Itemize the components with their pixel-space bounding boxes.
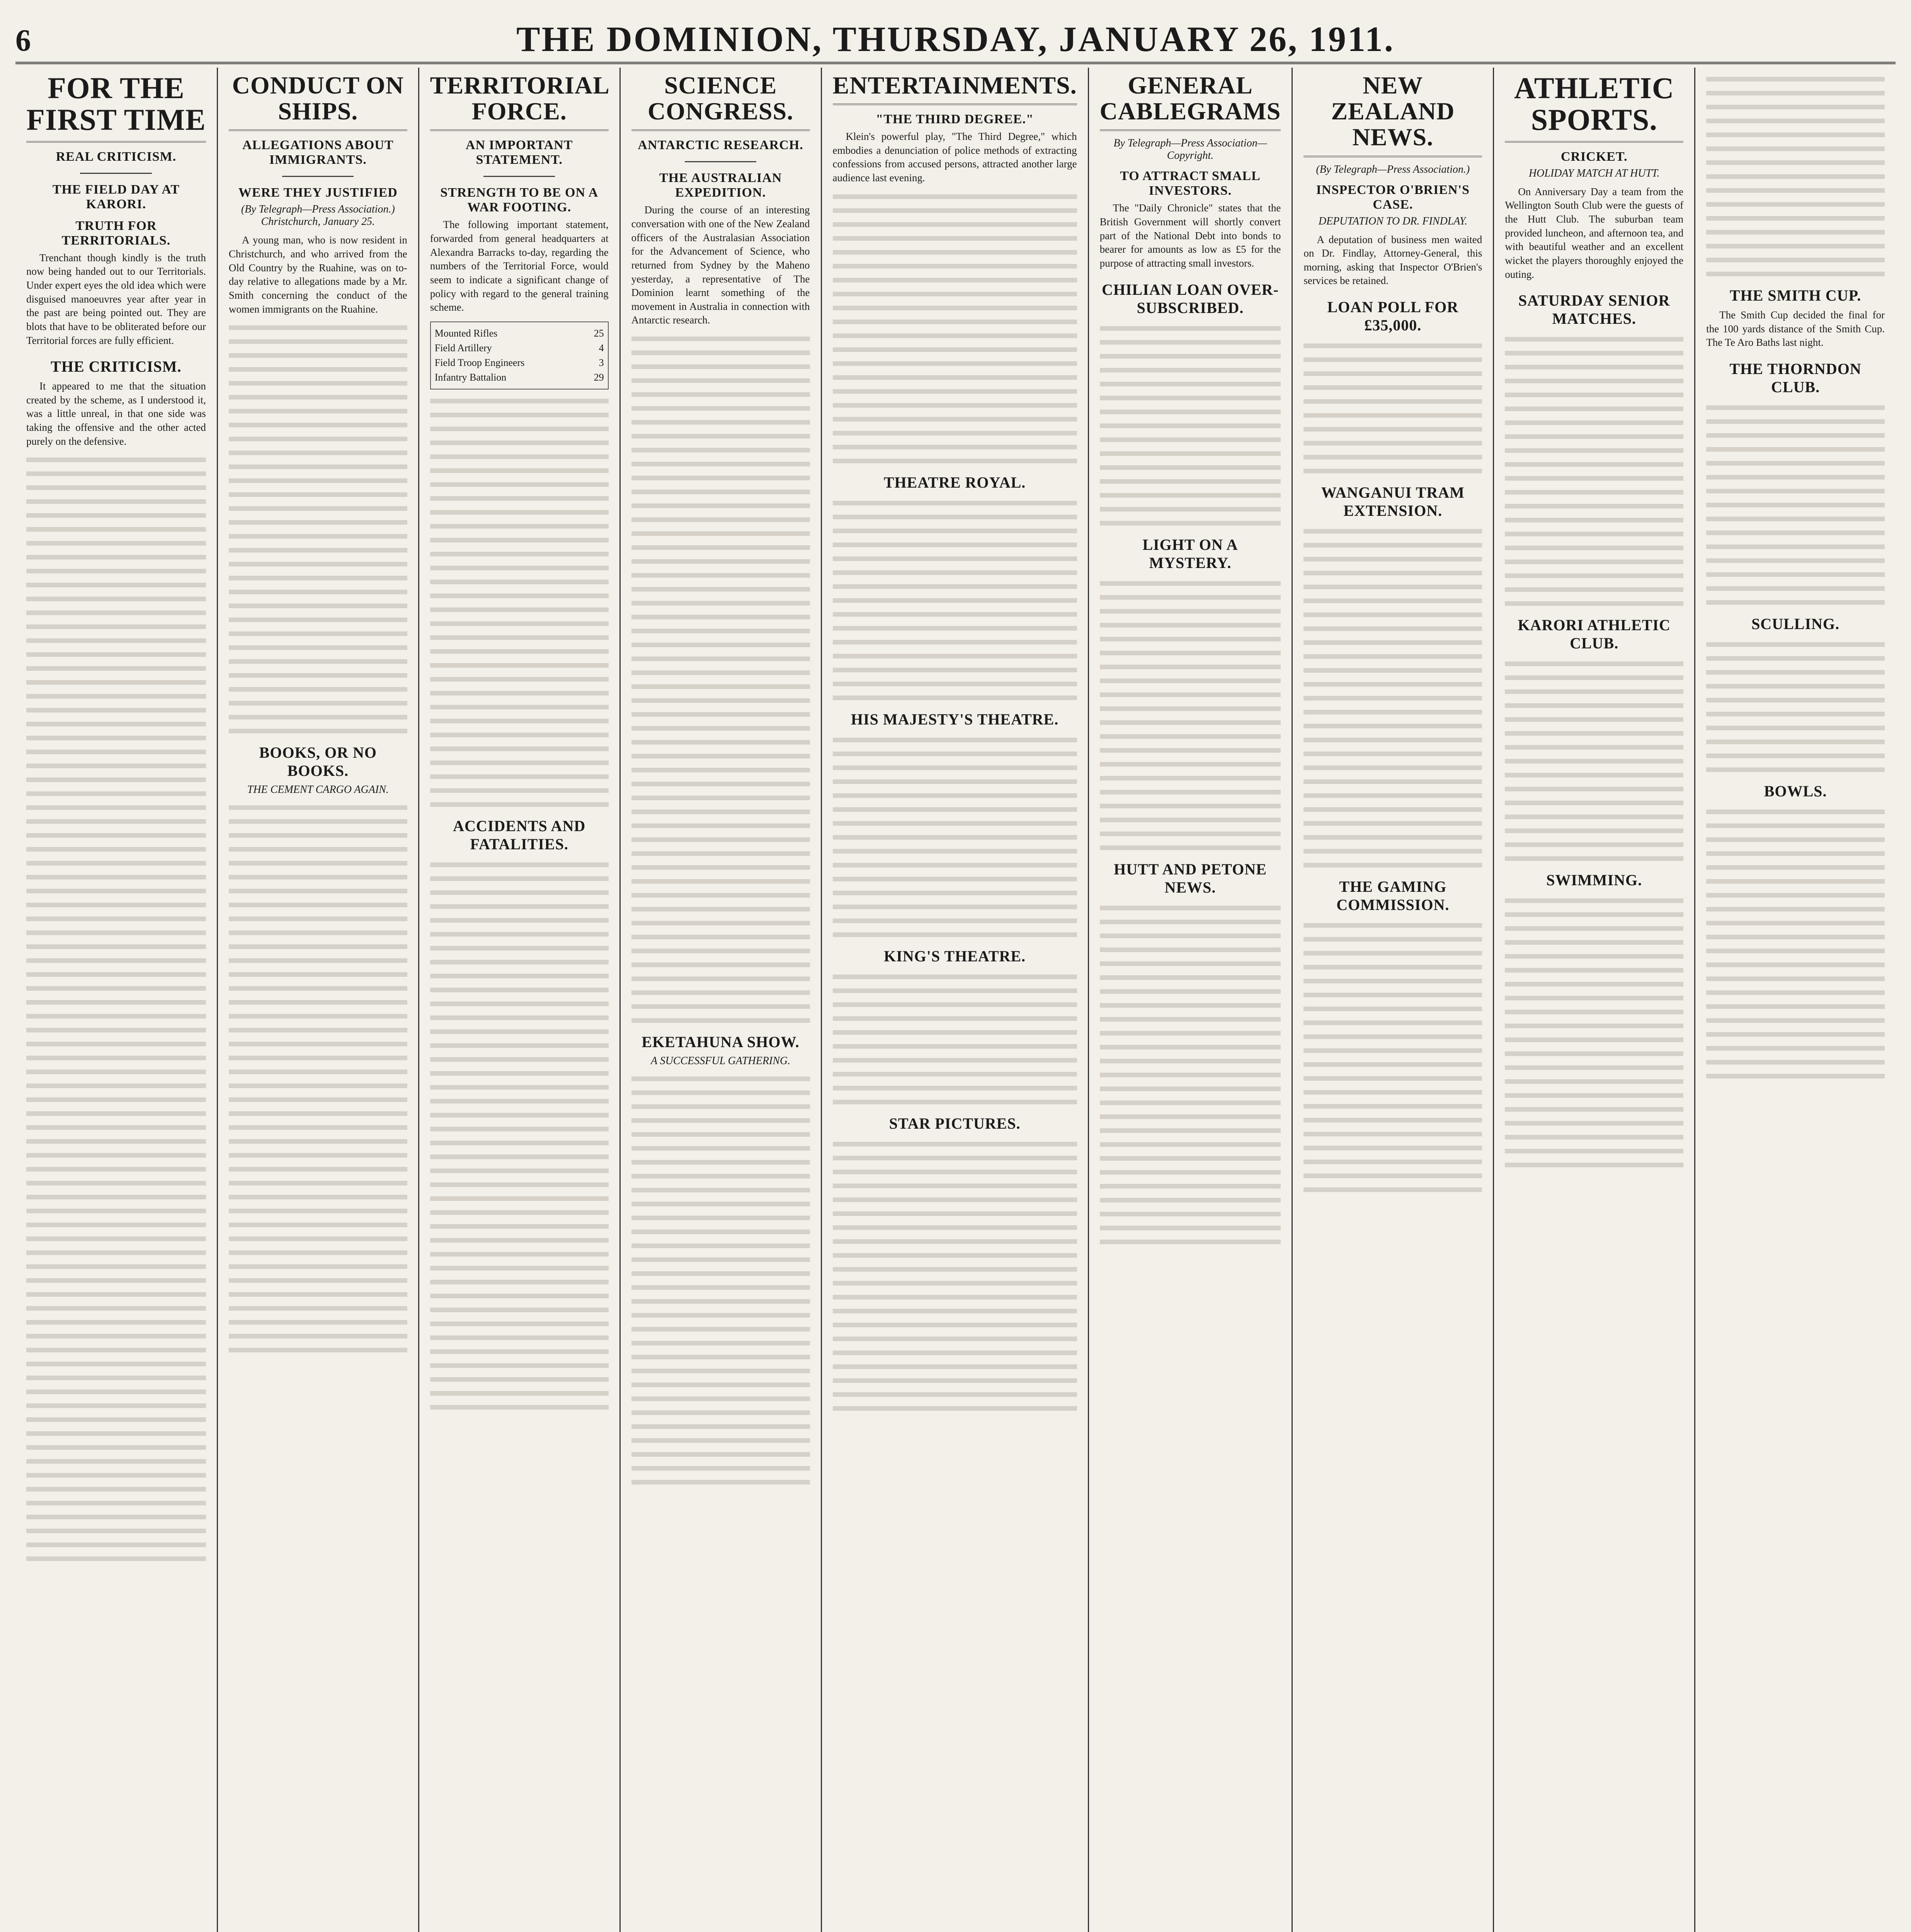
subheading: CRICKET.	[1560, 149, 1628, 164]
section-heading: THE CRITICISM.	[51, 358, 182, 376]
divider	[282, 176, 354, 177]
unreadable-text-block	[1505, 662, 1683, 861]
unreadable-text-block	[631, 1077, 810, 1485]
section-subheading: A SUCCESSFUL GATHERING.	[650, 1055, 791, 1067]
subheading: THE FIELD DAY AT KARORI.	[52, 182, 180, 211]
unreadable-text-block	[833, 738, 1077, 937]
unreadable-text-block	[1706, 405, 1885, 605]
unreadable-text-block	[833, 501, 1077, 700]
subheading: TO ATTRACT SMALL INVESTORS.	[1120, 169, 1261, 198]
unreadable-text-block	[1706, 810, 1885, 1078]
unreadable-text-block	[833, 1142, 1077, 1411]
column-8	[1493, 68, 1694, 1932]
unreadable-text-block	[1706, 642, 1885, 772]
unreadable-text-block	[1100, 581, 1281, 850]
section-heading: HUTT AND PETONE NEWS.	[1114, 860, 1267, 896]
unreadable-text-block	[1706, 77, 1885, 276]
article-paragraph: Trenchant though kindly is the truth now being handed out to our Territorials. Under expert eyes the old idea which were disguised manoeuvres year after year in the past are being pointed out. They are blots that have to be obliterated before our Territorial forces are fully efficient.	[26, 252, 206, 346]
divider	[80, 173, 152, 174]
section-subheading: DEPUTATION TO DR. FINDLAY.	[1318, 215, 1467, 227]
article-paragraph: The following important statement, forwarded from general headquarters at Alexandra Barracks to-day, regarding the numbers of the Territorial Force, would seem to indicate a significant change of policy with regard to the general training scheme.	[430, 219, 609, 313]
subheading: AN IMPORTANT STATEMENT.	[465, 138, 573, 167]
article-paragraph: A young man, who is now resident in Christchurch, and who arrived from the Old Country by the Ruahine, was on to-day relative to allegations made by a Mr. Smith concerning the conduct of the women immigrants on the Ruahine.	[228, 234, 407, 315]
subheading: ANTARCTIC RESEARCH.	[638, 138, 803, 153]
column-4	[619, 68, 821, 1932]
column-2	[217, 68, 418, 1932]
section-heading: THEATRE ROYAL.	[883, 473, 1026, 491]
subheading: INSPECTOR O'BRIEN'S CASE.	[1316, 182, 1470, 212]
section-heading: THE THORNDON CLUB.	[1729, 360, 1862, 396]
column-1	[15, 68, 217, 1932]
subheading: TRUTH FOR TERRITORIALS.	[61, 218, 171, 248]
section-heading: SCULLING.	[1751, 615, 1840, 633]
column-heading: TERRITORIAL FORCE.	[430, 68, 609, 131]
subheading: HOLIDAY MATCH AT HUTT.	[1528, 167, 1660, 179]
subheading: By Telegraph—Press Association—Copyright.	[1113, 137, 1267, 162]
unreadable-text-block	[1505, 898, 1683, 1167]
section-heading: STAR PICTURES.	[889, 1114, 1021, 1132]
masthead-title: THE DOMINION, THURSDAY, JANUARY 26, 1911.	[516, 19, 1395, 59]
column-heading: ATHLETIC SPORTS.	[1505, 68, 1683, 143]
section-heading: ACCIDENTS AND FATALITIES.	[453, 817, 586, 853]
section-subheading: THE CEMENT CARGO AGAIN.	[247, 784, 389, 796]
column-6	[1088, 68, 1292, 1932]
columns	[15, 68, 1896, 1932]
unreadable-text-block	[430, 862, 609, 1410]
article-paragraph: Klein's powerful play, "The Third Degree," which embodies a denunciation of police methods of extracting confessions from accused persons, attracted another large audience last evening.	[832, 131, 1077, 184]
unreadable-text-block	[833, 194, 1077, 463]
column-7	[1292, 68, 1493, 1932]
article-paragraph: The "Daily Chronicle" states that the British Government will shortly convert part of the National Debt into bonds to bearer for amounts as low as £5 for the purpose of attracting small investors.	[1099, 202, 1281, 269]
unreadable-text-block	[229, 805, 407, 1352]
unreadable-text-block	[1100, 326, 1281, 526]
unreadable-text-block	[1303, 923, 1482, 1192]
article-paragraph: During the course of an interesting conversation with one of the New Zealand officers of the Australasian Association for the Advancement of Science, who returned from Sydney by the Maheno yesterday, a representative of The Dominion learnt something of the movement in Australia in connection with Antarctic research.	[631, 204, 810, 326]
column-heading: ENTERTAINMENTS.	[833, 68, 1077, 105]
divider	[483, 176, 555, 177]
subheading: WERE THEY JUSTIFIED	[238, 185, 398, 200]
subheading: STRENGTH TO BE ON A WAR FOOTING.	[440, 185, 599, 215]
table-row: Infantry Battalion 29	[434, 371, 604, 383]
unreadable-text-block	[1303, 344, 1482, 473]
section-heading: BOOKS, OR NO BOOKS.	[259, 744, 377, 780]
subheading: ALLEGATIONS ABOUT IMMIGRANTS.	[242, 138, 394, 167]
dateline: (By Telegraph—Press Association.) Christchurch, January 25.	[241, 203, 395, 228]
subheading: "THE THIRD DEGREE."	[876, 112, 1034, 127]
table-row: Mounted Rifles 25	[434, 327, 604, 339]
article-paragraph: The Smith Cup decided the final for the 100 yards distance of the Smith Cup. The Te Aro Baths last night.	[1706, 309, 1885, 349]
column-9	[1694, 68, 1896, 1932]
section-heading: KING'S THEATRE.	[884, 947, 1026, 965]
section-heading: LOAN POLL FOR £35,000.	[1327, 298, 1459, 334]
unreadable-text-block	[26, 457, 206, 1561]
unreadable-text-block	[631, 337, 810, 1023]
section-heading: WANGANUI TRAM EXTENSION.	[1321, 484, 1465, 520]
section-heading: HIS MAJESTY'S THEATRE.	[851, 710, 1059, 728]
unreadable-text-block	[1100, 906, 1281, 1244]
divider	[685, 161, 756, 162]
column-3	[418, 68, 619, 1932]
unreadable-text-block	[229, 325, 407, 733]
table-row: Field Artillery 4	[434, 342, 604, 354]
unreadable-text-block	[430, 399, 609, 807]
column-heading: SCIENCE CONGRESS.	[631, 68, 810, 131]
subheading: (By Telegraph—Press Association.)	[1316, 163, 1470, 175]
section-heading: SATURDAY SENIOR MATCHES.	[1518, 292, 1670, 328]
article-paragraph: It appeared to me that the situation created by the scheme, as I understood it, was a little unreal, in that one side was taking the offensive and the other acted purely on the defensive.	[26, 380, 206, 447]
article-paragraph: On Anniversary Day a team from the Wellington South Club were the guests of the Hutt Club. The suburban team provided luncheon, and afternoon tea, and with beautiful weather and an excellent wicket the players thoroughly enjoyed the outing.	[1505, 185, 1684, 280]
unreadable-text-block	[833, 975, 1077, 1104]
strength-table	[430, 321, 609, 389]
masthead	[15, 12, 1896, 64]
column-5	[821, 68, 1088, 1932]
column-heading: GENERAL CABLEGRAMS	[1100, 68, 1281, 131]
section-heading: THE GAMING COMMISSION.	[1336, 878, 1450, 914]
section-heading: THE SMITH CUP.	[1729, 287, 1862, 304]
column-heading: NEW ZEALAND NEWS.	[1303, 68, 1482, 157]
section-heading: LIGHT ON A MYSTERY.	[1142, 536, 1238, 571]
article-paragraph: A deputation of business men waited on Dr. Findlay, Attorney-General, this morning, asking that Inspector O'Brien's services be retained.	[1303, 233, 1482, 287]
table-row: Field Troop Engineers 3	[434, 357, 604, 368]
section-heading: EKETAHUNA SHOW.	[642, 1033, 800, 1051]
section-heading: CHILIAN LOAN OVER-SUBSCRIBED.	[1101, 281, 1279, 316]
subheading: THE AUSTRALIAN EXPEDITION.	[659, 171, 782, 200]
subheading: REAL CRITICISM.	[56, 149, 177, 164]
page-number: 6	[15, 24, 31, 58]
section-heading: BOWLS.	[1764, 782, 1827, 800]
column-heading: FOR THE FIRST TIME	[26, 68, 206, 143]
unreadable-text-block	[1303, 529, 1482, 867]
unreadable-text-block	[1505, 337, 1683, 606]
section-heading: SWIMMING.	[1546, 871, 1642, 889]
column-heading: CONDUCT ON SHIPS.	[229, 68, 407, 131]
section-heading: KARORI ATHLETIC CLUB.	[1518, 616, 1671, 652]
